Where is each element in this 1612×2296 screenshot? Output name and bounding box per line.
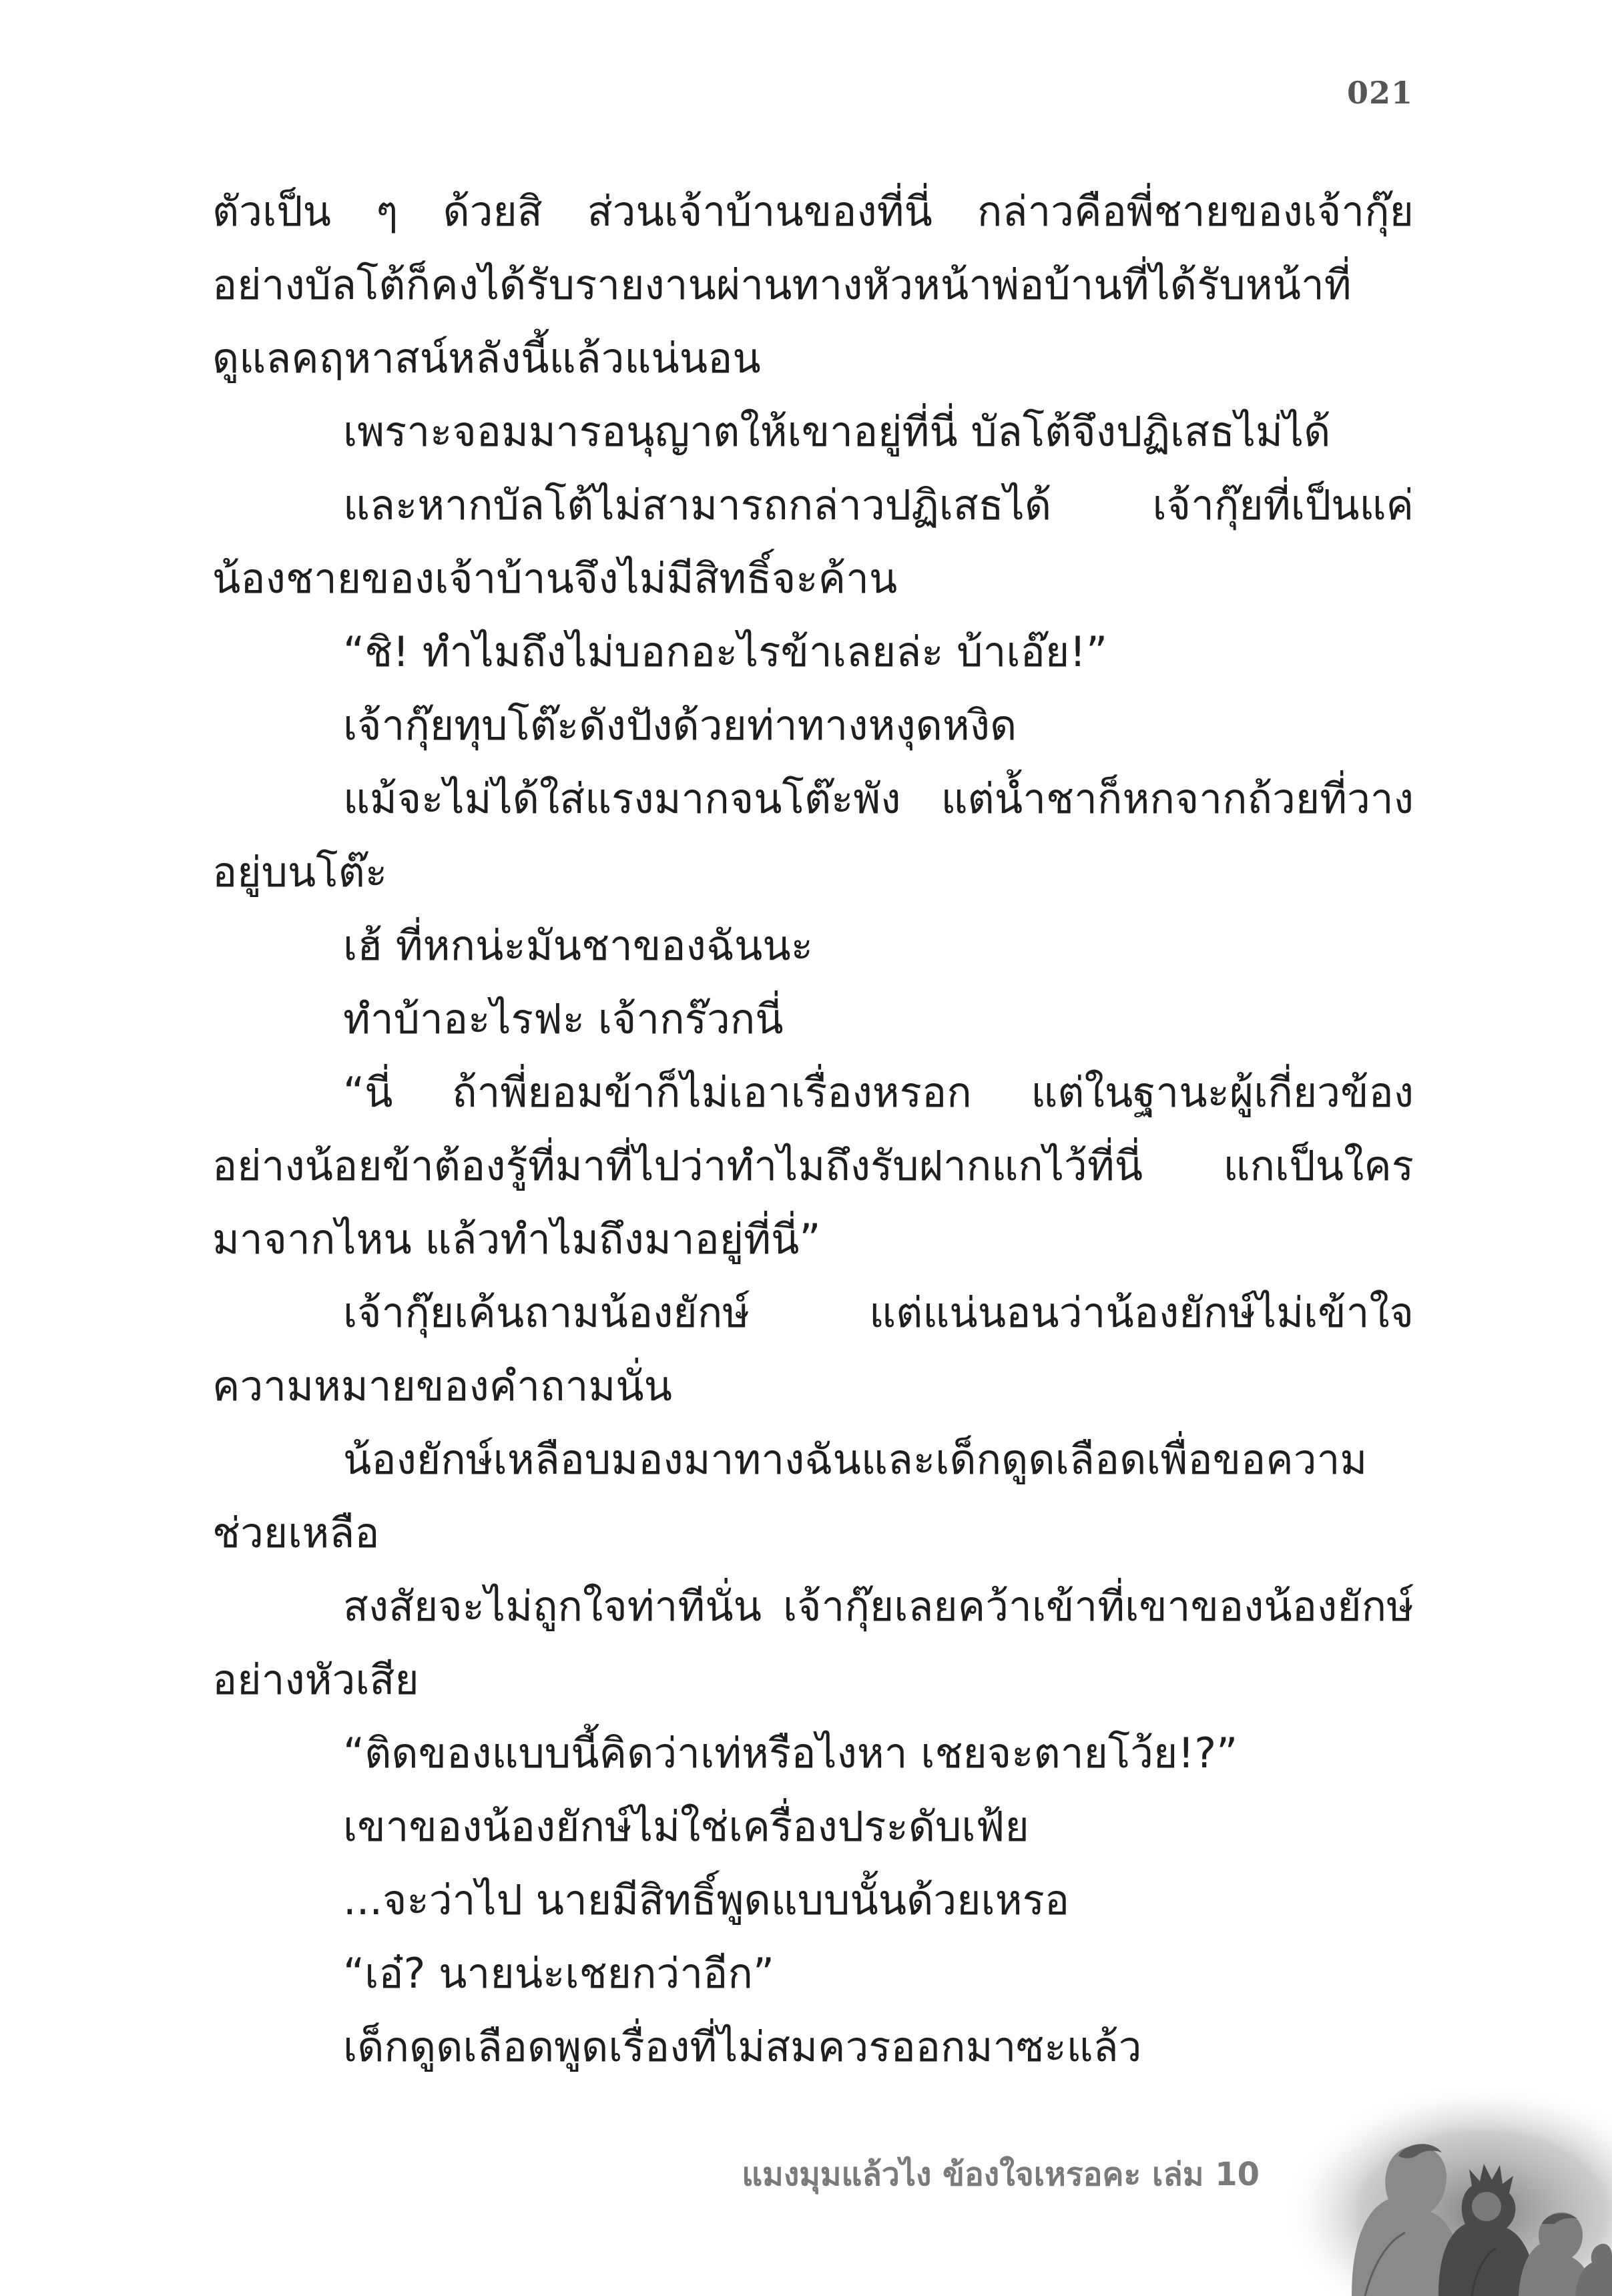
text-line: และหากบัลโต้ไม่สามารถกล่าวปฏิเสธได้ เจ้ากุ๊ยที่เป็นแค่ bbox=[343, 481, 1414, 529]
text-line: ...จะว่าไป นายมีสิทธิ์พูดแบบนั้นด้วยเหรอ bbox=[343, 1876, 1070, 1924]
text-line: แม้จะไม่ได้ใส่แรงมากจนโต๊ะพัง แต่น้ำชาก็หกจากถ้วยที่วาง bbox=[343, 774, 1414, 823]
text-line: เจ้ากุ๊ยทุบโต๊ะดังปังด้วยท่าทางหงุดหงิด bbox=[343, 701, 1017, 750]
text-line: เด็กดูดเลือดพูดเรื่องที่ไม่สมควรออกมาซะแล้ว bbox=[343, 2022, 1142, 2071]
text-line: เพราะจอมมารอนุญาตให้เขาอยู่ที่นี่ บัลโต้จึงปฏิเสธไม่ได้ bbox=[343, 407, 1331, 456]
text-line: “เอ๋? นายน่ะเชยกว่าอีก” bbox=[343, 1949, 775, 1998]
text-line: มาจากไหน แล้วทำไมถึงมาอยู่ที่นี่” bbox=[212, 1215, 821, 1263]
text-line: ช่วยเหลือ bbox=[212, 1508, 380, 1557]
text-line: อยู่บนโต๊ะ bbox=[212, 848, 388, 896]
text-line: ดูแลคฤหาสน์หลังนี้แล้วแน่นอน bbox=[212, 334, 761, 382]
text-line: น้องยักษ์เหลือบมองมาทางฉันและเด็กดูดเลือดเพื่อขอความ bbox=[343, 1435, 1368, 1484]
text-line: สงสัยจะไม่ถูกใจท่าทีนั่น เจ้ากุ๊ยเลยคว้าเข้าที่เขาของน้องยักษ์ bbox=[343, 1582, 1414, 1631]
text-line: “ชิ! ทำไมถึงไม่บอกอะไรข้าเลยล่ะ บ้าเอ๊ย!” bbox=[343, 627, 1108, 676]
character-illustration bbox=[1272, 2076, 1612, 2296]
text-line: ทำบ้าอะไรฟะ เจ้ากร๊วกนี่ bbox=[343, 994, 784, 1043]
book-title: แมงมุมแล้วไง ข้องใจเหรอคะ เล่ม 10 bbox=[742, 2156, 1260, 2193]
text-line: “ติดของแบบนี้คิดว่าเท่หรือไงหา เชยจะตายโว้ย!?” bbox=[343, 1729, 1238, 1777]
text-line: น้องชายของเจ้าบ้านจึงไม่มีสิทธิ์จะค้าน bbox=[212, 554, 898, 603]
text-line: อย่างน้อยข้าต้องรู้ที่มาที่ไปว่าทำไมถึงรับฝากแกไว้ที่นี่ แกเป็นใคร bbox=[212, 1141, 1414, 1190]
text-line: “นี่ ถ้าพี่ยอมข้าก็ไม่เอาเรื่องหรอก แต่ในฐานะผู้เกี่ยวข้อง bbox=[343, 1068, 1414, 1117]
text-line: เขาของน้องยักษ์ไม่ใช่เครื่องประดับเฟ้ย bbox=[343, 1802, 1029, 1851]
text-line: ตัวเป็น ๆ ด้วยสิ ส่วนเจ้าบ้านของที่นี่ กล่าวคือพี่ชายของเจ้ากุ๊ย bbox=[212, 187, 1414, 236]
text-line: ความหมายของคำถามนั่น bbox=[212, 1362, 673, 1410]
body-text bbox=[212, 175, 1414, 2084]
text-line: อย่างบัลโต้ก็คงได้รับรายงานผ่านทางหัวหน้าพ่อบ้านที่ได้รับหน้าที่ bbox=[212, 260, 1352, 309]
text-line: เจ้ากุ๊ยเค้นถามน้องยักษ์ แต่แน่นอนว่าน้องยักษ์ไม่เข้าใจ bbox=[343, 1288, 1414, 1337]
text-line: เฮ้ ที่หกน่ะมันชาของฉันนะ bbox=[343, 921, 814, 970]
text-line: อย่างหัวเสีย bbox=[212, 1655, 419, 1704]
page-number: 021 bbox=[1346, 75, 1413, 111]
